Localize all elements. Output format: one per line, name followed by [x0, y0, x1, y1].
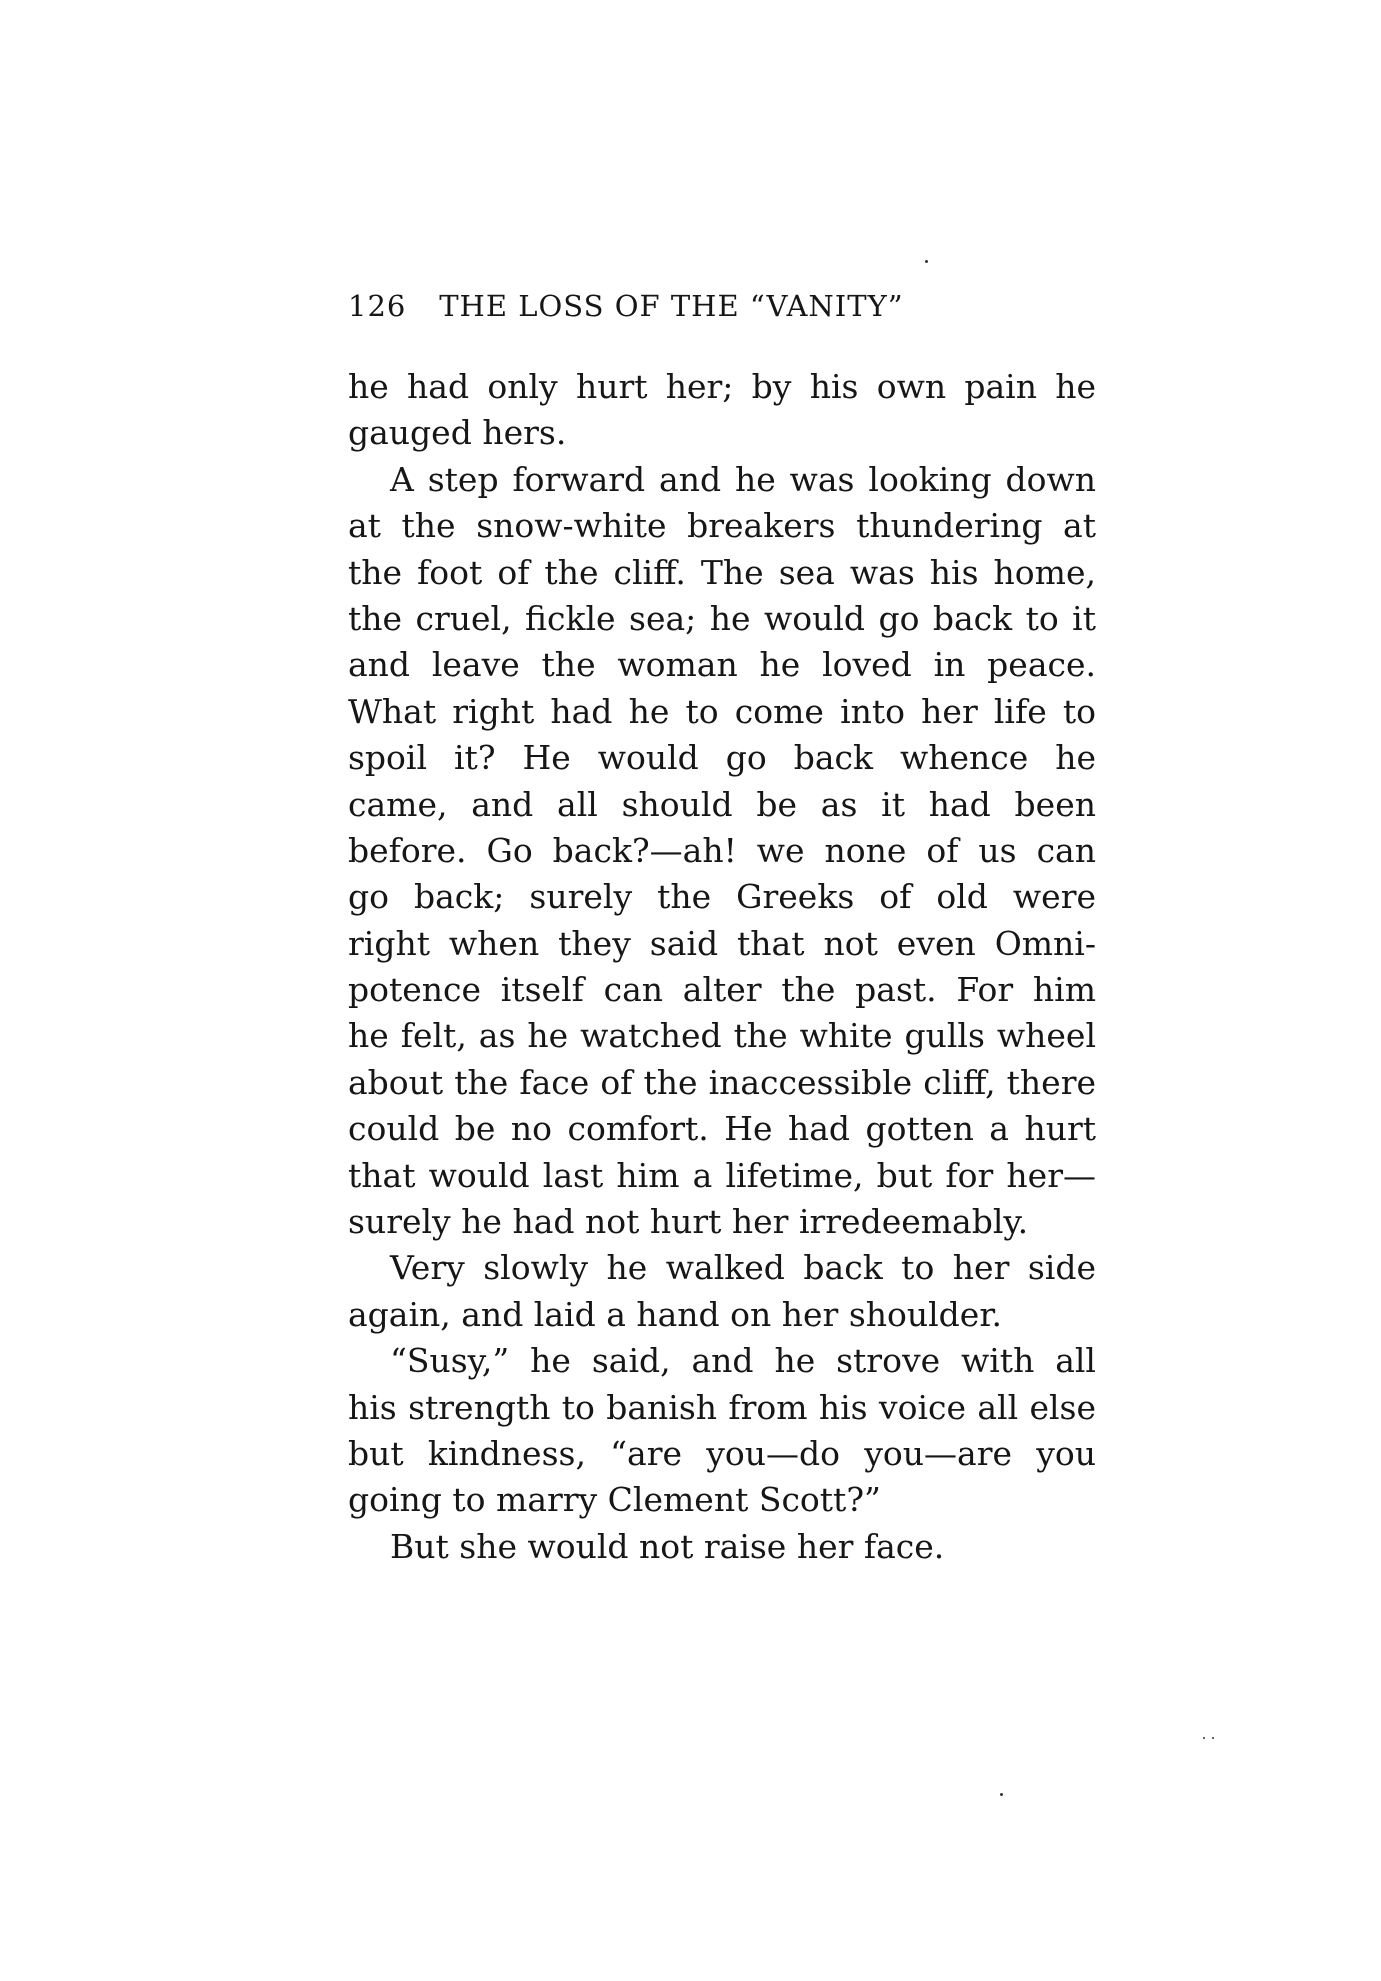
text-line: again, and laid a hand on her shoulder.	[348, 1294, 1002, 1334]
text-line: gauged hers.	[348, 413, 567, 453]
print-speck	[1203, 1737, 1205, 1739]
text-line: right when they said that not even Omni-	[348, 923, 1096, 963]
text-line: that would last him a lifetime, but for her—	[348, 1155, 1096, 1195]
text-line: the foot of the cliff. The sea was his home,	[348, 552, 1096, 592]
print-speck	[1212, 1737, 1214, 1739]
text-line: but kindness, “are you—do you—are you	[348, 1433, 1096, 1473]
text-line: about the face of the inaccessible cliff, there	[348, 1062, 1096, 1102]
text-line: came, and all should be as it had been	[348, 784, 1096, 824]
running-title: THE LOSS OF THE “VANITY”	[439, 289, 904, 323]
text-line: go back; surely the Greeks of old were	[348, 877, 1096, 917]
text-line: going to marry Clement Scott?”	[348, 1480, 881, 1520]
text-line: Very slowly he walked back to her side	[390, 1248, 1096, 1288]
page-number: 126	[348, 289, 407, 323]
text-line: “Susy,” he said, and he strove with all	[390, 1341, 1096, 1381]
text-line: he had only hurt her; by his own pain he	[348, 367, 1096, 406]
print-speck	[925, 260, 928, 263]
text-line: at the snow-white breakers thundering at	[348, 506, 1096, 546]
print-speck	[1000, 1793, 1003, 1796]
text-line: What right had he to come into her life to	[348, 691, 1096, 731]
text-line: before. Go back?—ah! we none of us can	[348, 830, 1096, 870]
text-line: and leave the woman he loved in peace.	[348, 645, 1096, 685]
text-line: surely he had not hurt her irredeemably.	[348, 1202, 1029, 1242]
text-line: potence itself can alter the past. For him	[348, 970, 1096, 1010]
text-line: A step forward and he was looking down	[390, 459, 1096, 499]
text-line: But she would not raise her face.	[390, 1526, 945, 1566]
text-line: the cruel, fickle sea; he would go back to it	[348, 598, 1096, 638]
text-line: could be no comfort. He had gotten a hurt	[348, 1109, 1096, 1149]
running-header	[348, 286, 1108, 326]
text-line: his strength to banish from his voice all else	[348, 1387, 1096, 1427]
body-text	[348, 364, 1096, 1570]
text-line: he felt, as he watched the white gulls wheel	[348, 1016, 1096, 1056]
text-line: spoil it? He would go back whence he	[348, 738, 1096, 778]
